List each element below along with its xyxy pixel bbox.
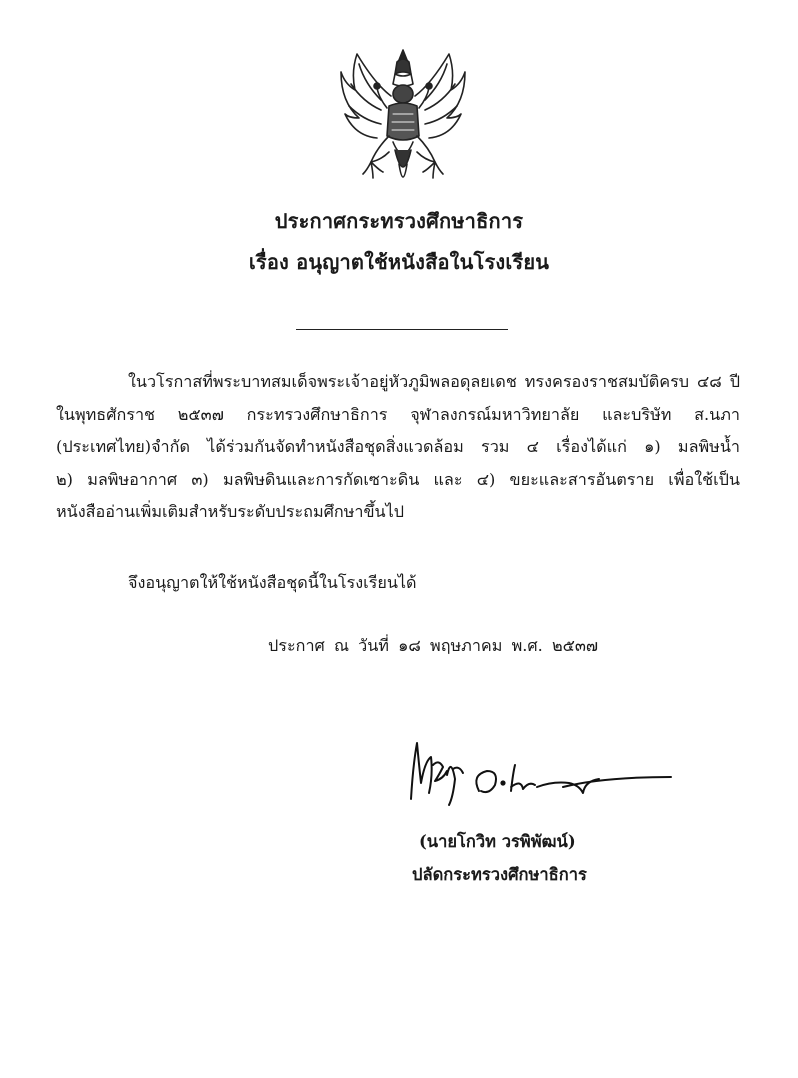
signatory-name: (นายโกวิท วรพิพัฒน์) xyxy=(419,832,576,851)
announcement-body xyxy=(56,366,740,529)
body-line: ในวโรกาสที่พระบาทสมเด็จพระเจ้าอยู่หัวภูมิพลอดุลยเดช ทรงครองราชสมบัติครบ ๔๘ ปี xyxy=(128,372,740,391)
announcement-title: ประกาศกระทรวงศึกษาธิการ xyxy=(274,209,524,233)
body-line: ๒) มลพิษอากาศ ๓) มลพิษดินและการกัดเซาะดิน และ ๔) ขยะและสารอันตราย เพื่อใช้เป็น xyxy=(56,469,740,489)
announcement-subject: เรื่อง อนุญาตใช้หนังสือในโรงเรียน xyxy=(248,250,550,274)
handwritten-signature xyxy=(403,735,675,815)
garuda-emblem-icon xyxy=(337,44,469,192)
body-line: (ประเทศไทย)จำกัด ได้ร่วมกันจัดทำหนังสือชุดสิ่งแวดล้อม รวม ๔ เรื่องได้แก่ ๑) มลพิษน้ำ xyxy=(56,437,740,456)
title-divider xyxy=(296,329,508,330)
signatory-position: ปลัดกระทรวงศึกษาธิการ xyxy=(412,865,587,884)
announcement-date: ประกาศ ณ วันที่ ๑๘ พฤษภาคม พ.ศ. ๒๕๓๗ xyxy=(268,636,599,655)
permission-statement: จึงอนุญาตให้ใช้หนังสือชุดนี้ในโรงเรียนได้ xyxy=(128,573,417,592)
body-line: ในพุทธศักราช ๒๕๓๗ กระทรวงศึกษาธิการ จุฬาลงกรณ์มหาวิทยาลัย และบริษัท ส.นภา xyxy=(56,404,740,424)
body-line: หนังสืออ่านเพิ่มเติมสำหรับระดับประถมศึกษาขึ้นไป xyxy=(56,502,405,521)
